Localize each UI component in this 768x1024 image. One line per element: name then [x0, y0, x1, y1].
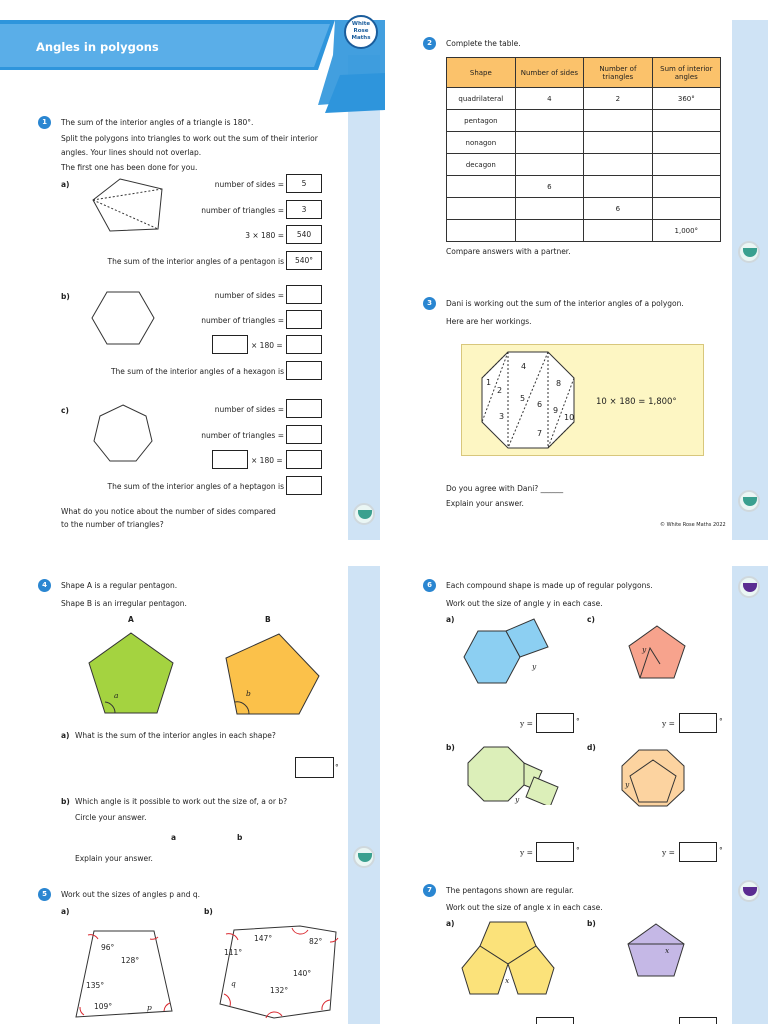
- table-cell[interactable]: [447, 198, 516, 220]
- y-answer-box-b[interactable]: [536, 842, 574, 862]
- question-4-number: 4: [38, 579, 51, 592]
- table-cell[interactable]: [652, 198, 720, 220]
- table-row: [447, 110, 721, 132]
- tri-number: 5: [520, 394, 526, 403]
- copyright-text: © White Rose Maths 2022: [660, 522, 726, 528]
- hexagon-square-compound: [460, 617, 555, 689]
- q1a-sum-label: The sum of the interior angles of a pentagon is: [107, 257, 284, 266]
- q1c-mult-label: × 180 =: [251, 456, 283, 465]
- table-cell[interactable]: [584, 132, 652, 154]
- q1a-tri-box[interactable]: 3: [286, 200, 322, 219]
- reasoning-disc-icon: [738, 490, 760, 512]
- table-row: [447, 88, 721, 110]
- angle-label: 135°: [86, 981, 105, 990]
- question-1-number: 1: [38, 116, 51, 129]
- y-answer-label: y =: [662, 848, 675, 857]
- q6b-label: b): [446, 743, 455, 752]
- reasoning-disc-icon: [738, 241, 760, 263]
- q1b-mult-label: × 180 =: [251, 341, 283, 350]
- tri-number: 6: [537, 400, 543, 409]
- angle-label: 82°: [309, 937, 323, 946]
- question-6-number: 6: [423, 579, 436, 592]
- q3-explain: Explain your answer.: [446, 499, 524, 508]
- q3-question: Do you agree with Dani? ______: [446, 484, 564, 493]
- table-cell[interactable]: [447, 176, 516, 198]
- tri-number: 10: [564, 413, 575, 422]
- logo-line-1: White: [351, 21, 371, 27]
- q1a-mult-label: 3 × 180 =: [245, 231, 284, 240]
- table-cell[interactable]: [447, 220, 516, 242]
- y-answer-box-a[interactable]: [536, 713, 574, 733]
- table-cell[interactable]: [515, 110, 583, 132]
- q1c-sum-label: The sum of the interior angles of a heptagon is: [107, 482, 284, 491]
- q1c-mult-box[interactable]: [286, 450, 322, 469]
- table-cell[interactable]: [584, 176, 652, 198]
- heptagon-shape: [91, 403, 155, 467]
- question-5-number: 5: [38, 888, 51, 901]
- question-3-number: 3: [423, 297, 436, 310]
- tri-number: 1: [486, 378, 492, 387]
- table-cell[interactable]: [584, 220, 652, 242]
- page1-side-strip: [348, 55, 380, 540]
- q4-line-1: Shape A is a regular pentagon.: [61, 581, 178, 590]
- shape-a-label: A: [128, 615, 134, 624]
- degree-symbol: °: [335, 763, 339, 772]
- angle-q-label: q: [231, 979, 236, 988]
- q4-explain: Explain your answer.: [75, 854, 153, 863]
- table-cell[interactable]: [652, 132, 720, 154]
- wrm-logo: [344, 15, 378, 49]
- angle-b-label: b: [246, 689, 251, 698]
- depth-disc-icon: [738, 880, 760, 902]
- table-cell[interactable]: [584, 110, 652, 132]
- table-header-row: [447, 58, 721, 88]
- q5b-label: b): [204, 907, 213, 916]
- q2-table: [446, 57, 721, 242]
- table-cell: 360°: [652, 88, 720, 110]
- table-cell[interactable]: [652, 154, 720, 176]
- octagon-pentagon-compound: [620, 748, 686, 808]
- table-row: [447, 176, 721, 198]
- q6d-label: d): [587, 743, 596, 752]
- decagon-divided: [480, 350, 576, 450]
- col-header-sides: Number of sides: [515, 58, 583, 88]
- q1-question-line-1: What do you notice about the number of sides compared: [61, 507, 276, 516]
- y-answer-label: y =: [662, 719, 675, 728]
- q1c-tri-box[interactable]: [286, 425, 322, 444]
- q1b-sides-box[interactable]: [286, 285, 322, 304]
- q6a-label: a): [446, 615, 455, 624]
- q1a-mult-box[interactable]: 540: [286, 225, 322, 244]
- table-cell[interactable]: [652, 176, 720, 198]
- q1a-label: a): [61, 180, 70, 189]
- page2-side-strip: [732, 20, 768, 540]
- table-cell[interactable]: [652, 110, 720, 132]
- q6-line-1: Each compound shape is made up of regular polygons.: [446, 581, 653, 590]
- page4-side-strip: [732, 566, 768, 1024]
- q1c-sides-label: number of sides =: [214, 405, 284, 414]
- q4-part-b-line-1: Which angle is it possible to work out the size of, a or b?: [75, 797, 288, 806]
- q1b-mult-input-box[interactable]: [212, 335, 248, 354]
- angle-y-label: y: [642, 645, 647, 654]
- angle-x-label: x: [505, 976, 510, 985]
- pentagon-triangle-compound: [626, 624, 688, 680]
- table-cell: nonagon: [447, 132, 516, 154]
- angle-label: 109°: [94, 1002, 113, 1011]
- depth-disc-icon: [738, 576, 760, 598]
- table-row: [447, 154, 721, 176]
- degree-symbol: °: [576, 717, 580, 726]
- y-answer-box-c[interactable]: [679, 713, 717, 733]
- q1a-sum-box[interactable]: 540°: [286, 251, 322, 270]
- q1-line-4: The first one has been done for you.: [61, 163, 198, 172]
- reasoning-disc-icon: [353, 846, 375, 868]
- angle-y-label: y: [532, 662, 537, 671]
- table-cell: 6: [584, 198, 652, 220]
- table-cell: 1,000°: [652, 220, 720, 242]
- tri-number: 9: [553, 406, 559, 415]
- q1c-sides-box[interactable]: [286, 399, 322, 418]
- col-header-sum: Sum of interior angles: [652, 58, 720, 88]
- table-cell: pentagon: [447, 110, 516, 132]
- y-answer-label: y =: [520, 719, 533, 728]
- tri-number: 3: [499, 412, 505, 421]
- table-row: [447, 220, 721, 242]
- q1a-sides-box[interactable]: 5: [286, 174, 322, 193]
- table-cell[interactable]: [515, 220, 583, 242]
- q1b-sum-label: The sum of the interior angles of a hexagon is: [110, 367, 284, 376]
- angle-y-label: y: [515, 795, 520, 804]
- quadrilateral-p: [68, 925, 176, 1021]
- q1-question-line-2: to the number of triangles?: [61, 520, 164, 529]
- q1a-tri-label: number of triangles =: [201, 206, 284, 215]
- question-7-number: 7: [423, 884, 436, 897]
- q1b-tri-box[interactable]: [286, 310, 322, 329]
- q1b-sides-label: number of sides =: [214, 291, 284, 300]
- q7a-label: a): [446, 919, 455, 928]
- q4-line-2: Shape B is an irregular pentagon.: [61, 599, 187, 608]
- q1c-sum-box[interactable]: [286, 476, 322, 495]
- x-answer-box-a[interactable]: [536, 1017, 574, 1024]
- angle-label: 128°: [121, 956, 140, 965]
- table-cell[interactable]: [584, 154, 652, 176]
- y-answer-box-d[interactable]: [679, 842, 717, 862]
- angle-x-label: x: [665, 946, 670, 955]
- q1-line-3: angles. Your lines should not overlap.: [61, 148, 202, 157]
- q1b-mult-box[interactable]: [286, 335, 322, 354]
- angle-label: 111°: [224, 948, 243, 957]
- angle-label: 140°: [293, 969, 312, 978]
- col-header-shape: Shape: [447, 58, 516, 88]
- q1b-sum-box[interactable]: [286, 361, 322, 380]
- angle-p-label: p: [147, 1003, 152, 1012]
- option-b[interactable]: b: [237, 833, 243, 842]
- regular-pentagon-a: [86, 630, 176, 716]
- y-answer-label: y =: [520, 848, 533, 857]
- table-cell: 4: [515, 88, 583, 110]
- table-row: [447, 198, 721, 220]
- q2-text: Complete the table.: [446, 39, 521, 48]
- q6c-label: c): [587, 615, 595, 624]
- reasoning-disc-icon: [353, 503, 375, 525]
- q3-line-1: Dani is working out the sum of the interior angles of a polygon.: [446, 299, 684, 308]
- q2-note: Compare answers with a partner.: [446, 247, 571, 256]
- degree-symbol: °: [719, 846, 723, 855]
- tri-number: 7: [537, 429, 543, 438]
- q4-part-a-label: a): [61, 731, 70, 740]
- q1b-label: b): [61, 292, 70, 301]
- angle-label: 96°: [101, 943, 115, 952]
- page3-side-strip: [348, 566, 380, 1024]
- option-a[interactable]: a: [171, 833, 177, 842]
- shape-b-label: B: [265, 615, 271, 624]
- table-cell[interactable]: [515, 198, 583, 220]
- question-2-number: 2: [423, 37, 436, 50]
- q7b-label: b): [587, 919, 596, 928]
- q4-part-b-line-2: Circle your answer.: [75, 813, 147, 822]
- q4-answer-box[interactable]: [295, 757, 334, 778]
- angle-label: 147°: [254, 934, 273, 943]
- q7-line-2: Work out the size of angle x in each case.: [446, 903, 603, 912]
- q4-part-a-text: What is the sum of the interior angles in each shape?: [75, 731, 276, 740]
- q1c-mult-input-box[interactable]: [212, 450, 248, 469]
- q1a-sides-label: number of sides =: [214, 180, 284, 189]
- q6-line-2: Work out the size of angle y in each case.: [446, 599, 603, 608]
- pentagon-divided: [88, 175, 170, 237]
- table-cell: 2: [584, 88, 652, 110]
- tri-number: 8: [556, 379, 562, 388]
- octagon-square-compound: [462, 745, 562, 805]
- q1-line-1: The sum of the interior angles of a triangle is 180°.: [61, 118, 254, 127]
- col-header-triangles: Number of triangles: [584, 58, 652, 88]
- degree-symbol: °: [719, 717, 723, 726]
- x-answer-box-b[interactable]: [679, 1017, 717, 1024]
- tri-number: 2: [497, 386, 503, 395]
- table-cell[interactable]: [515, 154, 583, 176]
- hexagon-q: [212, 922, 342, 1022]
- q1c-label: c): [61, 406, 69, 415]
- hexagon-shape: [90, 290, 156, 346]
- logo-line-3: Maths: [351, 35, 371, 41]
- q3-line-2: Here are her workings.: [446, 317, 532, 326]
- page-title: Angles in polygons: [36, 40, 159, 54]
- q5a-label: a): [61, 907, 70, 916]
- pentagon-with-diagonal: [626, 922, 686, 978]
- q4-part-b-label: b): [61, 797, 70, 806]
- table-cell: 6: [515, 176, 583, 198]
- table-cell[interactable]: [515, 132, 583, 154]
- q1c-tri-label: number of triangles =: [201, 431, 284, 440]
- table-cell: decagon: [447, 154, 516, 176]
- angle-label: 132°: [270, 986, 289, 995]
- degree-symbol: °: [576, 846, 580, 855]
- tri-number: 4: [521, 362, 527, 371]
- q7-line-1: The pentagons shown are regular.: [446, 886, 574, 895]
- table-row: [447, 132, 721, 154]
- angle-a-label: a: [114, 691, 119, 700]
- logo-line-2: Rose: [353, 28, 369, 34]
- dani-working-text: 10 × 180 = 1,800°: [596, 397, 677, 407]
- q1b-tri-label: number of triangles =: [201, 316, 284, 325]
- table-cell: quadrilateral: [447, 88, 516, 110]
- page-header-banner: [0, 15, 385, 120]
- angle-y-label: y: [625, 780, 630, 789]
- q1-line-2: Split the polygons into triangles to work out the sum of their interior: [61, 134, 318, 143]
- irregular-pentagon-b: [223, 632, 323, 716]
- q5-text: Work out the sizes of angles p and q.: [61, 890, 201, 899]
